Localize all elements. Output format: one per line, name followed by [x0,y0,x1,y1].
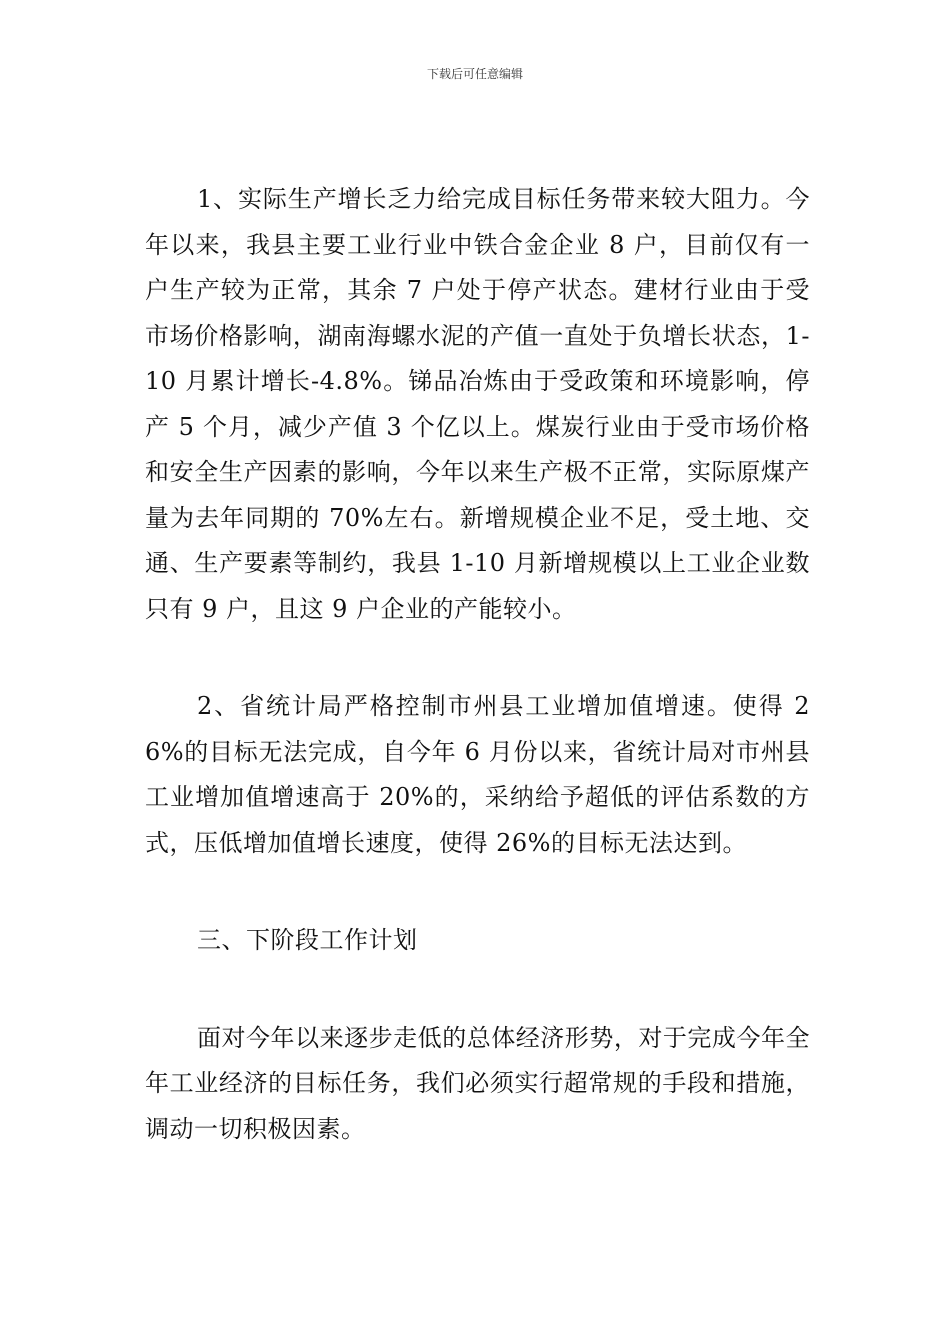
paragraph-statistics-bureau: 2、省统计局严格控制市州县工业增加值增速。使得 26%的目标无法完成，自今年 6 月份以来，省统计局对市州县工业增加值增速高于 20%的，采纳给予超低的评估系数的方式，压低增加值增长速度，使得 26%的目标无法达到。 [145,692,810,857]
paragraph-gap [145,632,810,684]
paragraph-production-growth: 1、实际生产增长乏力给完成目标任务带来较大阻力。今年以来，我县主要工业行业中铁合金企业 8 户，目前仅有一户生产较为正常，其余 7 户处于停产状态。建材行业由于受市场价格影响，湖南海螺水泥的产值一直处于负增长状态，1-10 月累计增长-4.8%。锑品冶炼由于受政策和环境影响，停产 5 个月，减少产值 3 个亿以上。煤炭行业由于受市场价格和安全生产因素的影响，今年以来生产极不正常，实际原煤产量为去年同期的 70%左右。新增规模企业不足，受土地、交通、生产要素等制约，我县 1-10 月新增规模以上工业企业数只有 9 户，且这 9 户企业的产能较小。 [145,185,810,623]
paragraph-gap [145,866,810,918]
paragraph-economic-situation: 面对今年以来逐步走低的总体经济形势，对于完成今年全年工业经济的目标任务，我们必须实行超常规的手段和措施，调动一切积极因素。 [145,1023,810,1143]
section-heading-next-plan: 三、下阶段工作计划 [197,926,418,954]
document-body [145,177,810,1152]
page-header: 下载后可任意编辑 [426,67,523,81]
paragraph-gap [145,964,810,1016]
